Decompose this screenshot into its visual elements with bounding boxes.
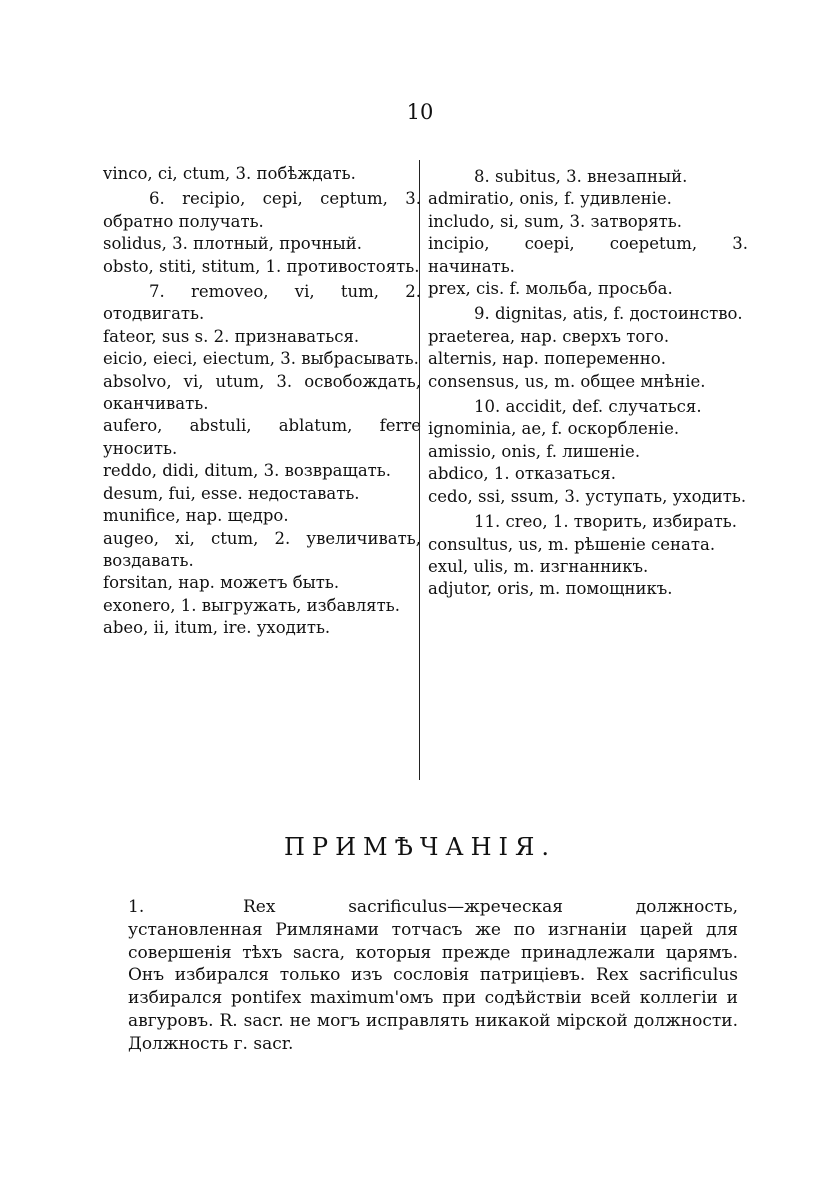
entry-text: abdico, 1. отказаться. bbox=[428, 464, 616, 484]
glossary-entry bbox=[428, 233, 748, 278]
glossary-entry bbox=[428, 556, 748, 578]
entry-text: aufero, abstuli, ablatum, ferre уносить. bbox=[103, 416, 421, 458]
entry-text: amissio, onis, f. лишеніе. bbox=[428, 441, 641, 461]
glossary-entry bbox=[428, 326, 748, 348]
glossary-entry bbox=[103, 617, 421, 639]
entry-text: praeterea, нар. сверхъ того. bbox=[428, 326, 670, 346]
glossary-entry bbox=[103, 595, 421, 617]
note-item bbox=[128, 896, 738, 1056]
note-text: Rex sacrificulus—жреческая должность, установленная Римлянами тотчасъ же по изгнаніи царей для совершенія тѣхъ sacra, которыя прежде принадлежали царямъ. Онъ избирался только изъ сословія патриціевъ. Rex sacrificulus избирался pontifex maximum'омъ при содѣйствіи всей коллегіи и авгуровъ. R. sacr. не могъ исправлять никакой мірской должности. Должность г. sacr. bbox=[128, 897, 738, 1054]
glossary-entry bbox=[103, 483, 421, 505]
note-number: 1. bbox=[128, 897, 145, 917]
section-number: 7. bbox=[149, 282, 165, 302]
entry-text: fateor, sus s. 2. признаваться. bbox=[103, 326, 360, 346]
glossary-entry bbox=[428, 441, 748, 463]
glossary-entry bbox=[103, 163, 421, 185]
entry-text: solidus, 3. плотный, прочный. bbox=[103, 234, 363, 254]
entry-text: prex, cis. f. мольба, просьба. bbox=[428, 279, 673, 299]
glossary-entry bbox=[103, 233, 421, 255]
glossary-entry bbox=[428, 578, 748, 600]
entry-text: augeo, xi, ctum, 2. увеличивать, воздавать. bbox=[103, 528, 421, 570]
glossary-entry bbox=[103, 326, 421, 348]
glossary-entry bbox=[428, 166, 748, 188]
glossary-right-column bbox=[428, 163, 748, 601]
entry-text: obsto, stiti, stitum, 1. противостоять. bbox=[103, 256, 420, 276]
entry-text: admiratio, onis, f. удивленіе. bbox=[428, 189, 672, 209]
glossary-entry bbox=[428, 188, 748, 210]
glossary-entry bbox=[103, 348, 421, 370]
entry-text: exul, ulis, m. изгнанникъ. bbox=[428, 556, 649, 576]
entry-text: subitus, 3. внезапный. bbox=[495, 167, 688, 186]
entry-text: incipio, coepi, coepetum, 3. начинать. bbox=[428, 234, 748, 276]
glossary-entry bbox=[428, 348, 748, 370]
entry-text: desum, fui, esse. недоставать. bbox=[103, 483, 360, 503]
glossary-entry bbox=[103, 460, 421, 482]
glossary-entry bbox=[428, 418, 748, 440]
section-number: 10. bbox=[474, 397, 501, 417]
entry-text: creo, 1. творить, избирать. bbox=[505, 512, 737, 532]
glossary-entry bbox=[428, 371, 748, 393]
section-number: 11. bbox=[474, 512, 501, 532]
entry-text: cedo, ssi, ssum, 3. уступать, уходить. bbox=[428, 486, 747, 506]
glossary-entry bbox=[428, 486, 748, 508]
glossary-entry bbox=[103, 371, 421, 416]
glossary-entry bbox=[428, 278, 748, 300]
section-number: 6. bbox=[149, 189, 165, 209]
entry-text: exonero, 1. выгружать, избавлять. bbox=[103, 595, 400, 615]
entry-text: consultus, us, m. рѣшеніе сената. bbox=[428, 534, 716, 554]
entry-text: adjutor, oris, m. помощникъ. bbox=[428, 579, 673, 599]
glossary-entry bbox=[428, 511, 748, 533]
entry-text: recipio, cepi, ceptum, 3. обратно получать. bbox=[103, 189, 421, 231]
glossary-entry bbox=[428, 534, 748, 556]
glossary-entry bbox=[428, 303, 748, 325]
glossary-entry bbox=[428, 211, 748, 233]
section-number: 9. bbox=[474, 304, 490, 324]
notes-heading: ПРИМѢЧАНІЯ. bbox=[283, 833, 556, 861]
entry-text: absolvo, vi, utum, 3. освобождать, оканчивать. bbox=[103, 371, 421, 414]
glossary-entry bbox=[428, 463, 748, 485]
glossary-entry bbox=[103, 281, 421, 326]
entry-text: ignominia, ae, f. оскорбленіе. bbox=[428, 419, 680, 439]
entry-text: accidit, def. случаться. bbox=[505, 397, 702, 417]
glossary-entry bbox=[103, 572, 421, 594]
entry-text: reddo, didi, ditum, 3. возвращать. bbox=[103, 461, 392, 481]
entry-text: eicio, eieci, eiectum, 3. выбрасывать. bbox=[103, 349, 419, 369]
entry-text: abeo, ii, itum, ire. уходить. bbox=[103, 618, 331, 638]
glossary-entry bbox=[103, 505, 421, 527]
glossary-entry bbox=[428, 396, 748, 418]
column-divider bbox=[419, 160, 420, 780]
entry-text: munifice, нар. щедро. bbox=[103, 506, 289, 526]
entry-text: consensus, us, m. общее мнѣніе. bbox=[428, 371, 706, 391]
glossary-entry bbox=[103, 256, 421, 278]
glossary-entry bbox=[103, 415, 421, 460]
entry-text: alternis, нар. попеременно. bbox=[428, 349, 666, 369]
entry-text: vinco, ci, ctum, 3. побѣждать. bbox=[103, 164, 356, 183]
entry-text: includo, si, sum, 3. затворять. bbox=[428, 211, 683, 231]
section-number: 8. bbox=[474, 167, 490, 186]
glossary-entry bbox=[103, 528, 421, 573]
glossary-entry bbox=[103, 188, 421, 233]
entry-text: forsitan, нар. можетъ быть. bbox=[103, 573, 340, 593]
entry-text: dignitas, atis, f. достоинство. bbox=[495, 304, 743, 324]
glossary-left-column bbox=[103, 163, 421, 640]
entry-text: removeo, vi, tum, 2. отодвигать. bbox=[103, 282, 422, 324]
page-number: 10 bbox=[406, 100, 434, 124]
